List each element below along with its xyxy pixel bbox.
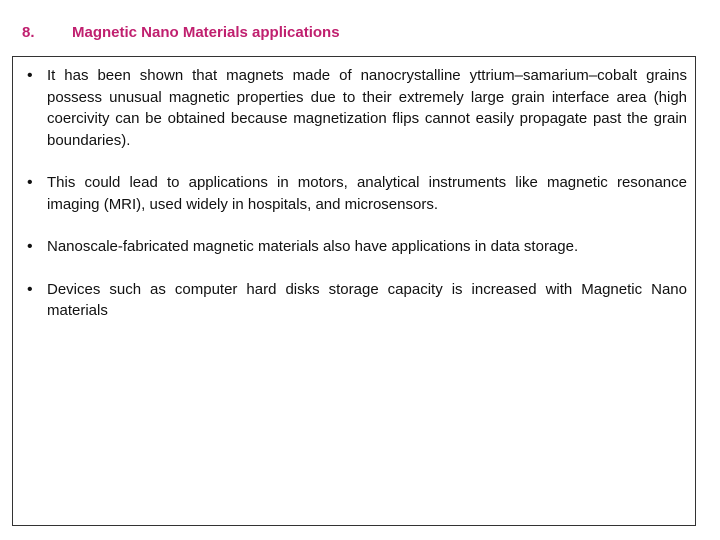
bullet-text: This could lead to applications in motors, analytical instruments like magnetic resonance imaging (MRI), used widely in hospitals, and microsensors. — [47, 174, 687, 213]
content-box — [12, 56, 696, 526]
bullet-dot-icon: • — [27, 174, 33, 191]
bullet-text: Nanoscale-fabricated magnetic materials also have applications in data storage. — [47, 238, 579, 255]
bullet-text: Devices such as computer hard disks storage capacity is increased with Magnetic Nano materials — [47, 280, 687, 319]
section-heading — [20, 22, 700, 44]
bullet-dot-icon: • — [27, 67, 33, 84]
section-title: Magnetic Nano Materials applications — [72, 24, 340, 41]
bullet-item — [25, 236, 687, 258]
bullet-dot-icon: • — [27, 280, 33, 298]
bullet-text: It has been shown that magnets made of nanocrystalline yttrium–samarium–cobalt grains possess unusual magnetic properties due to their extremely large grain interface area (high coercivity can be obtained because magnetization flips cannot easily propagate past the grain boundaries). — [47, 67, 687, 149]
bullet-list — [25, 65, 687, 343]
section-number: 8. — [22, 24, 35, 41]
bullet-item — [25, 279, 687, 322]
bullet-dot-icon: • — [27, 238, 33, 255]
bullet-item — [25, 172, 687, 215]
bullet-item — [25, 65, 687, 151]
